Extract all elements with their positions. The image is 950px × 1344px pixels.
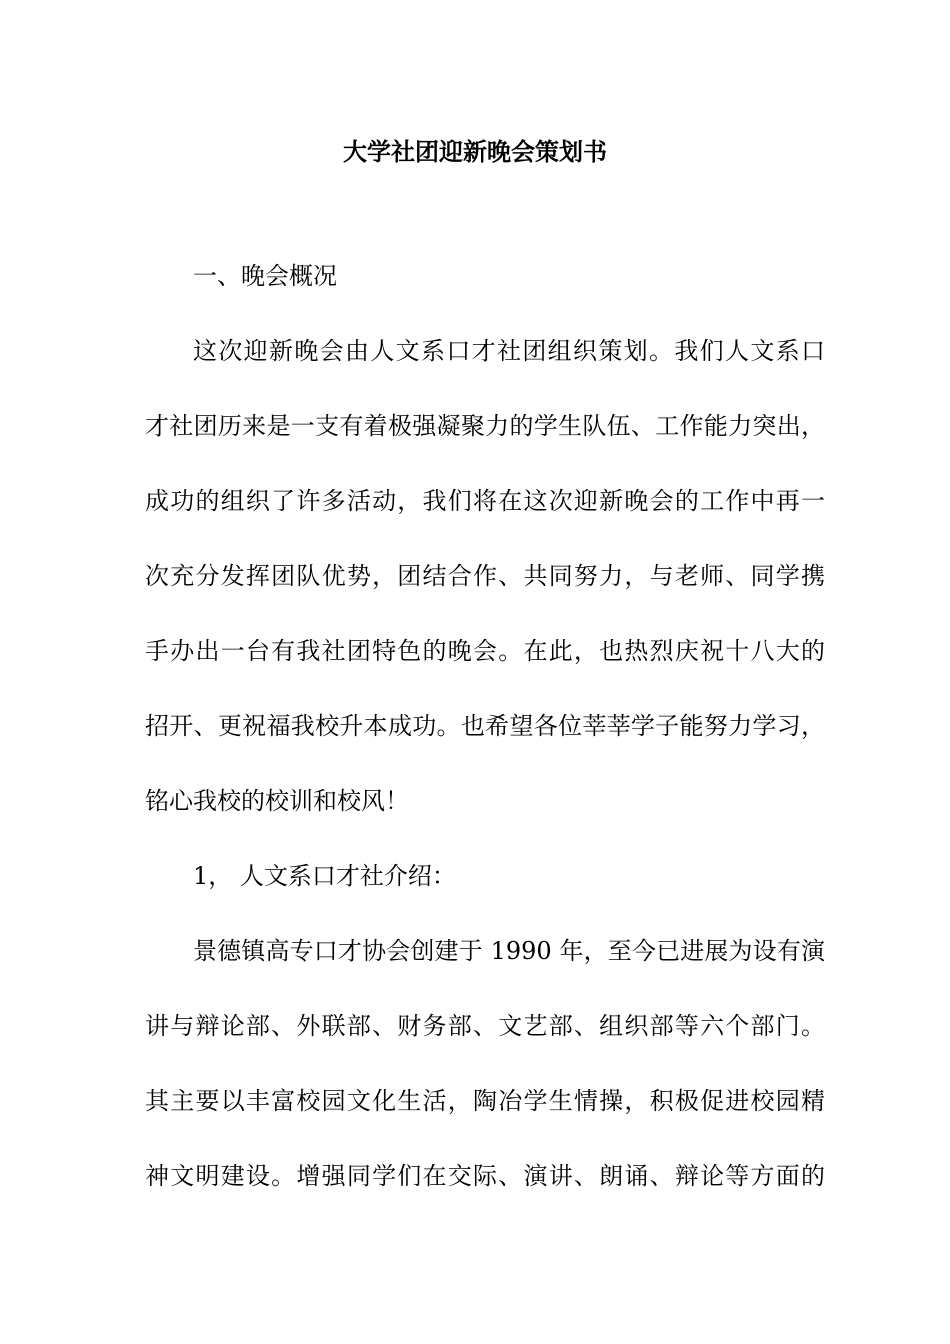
section-heading: 一、晚会概况: [193, 262, 337, 290]
paragraph-line: 铭心我校的校训和校风！: [145, 787, 409, 815]
paragraph-line: 景德镇高专口才协会创建于 1990 年，至今已进展为设有演: [193, 937, 825, 965]
paragraph-line: 这次迎新晚会由人文系口才社团组织策划。我们人文系口: [193, 337, 825, 365]
paragraph-line: 手办出一台有我社团特色的晚会。在此，也热烈庆祝十八大的: [145, 637, 825, 665]
document-title: 大学社团迎新晚会策划书: [343, 137, 607, 166]
paragraph-line: 其主要以丰富校园文化生活，陶冶学生情操，积极促进校园精: [145, 1087, 825, 1115]
paragraph-line: 才社团历来是一支有着极强凝聚力的学生队伍、工作能力突出，: [145, 412, 825, 440]
paragraph-line: 成功的组织了许多活动，我们将在这次迎新晚会的工作中再一: [145, 487, 825, 515]
paragraph-line: 招开、更祝福我校升本成功。也希望各位莘莘学子能努力学习，: [145, 712, 825, 740]
paragraph-line: 神文明建设。增强同学们在交际、演讲、朗诵、辩论等方面的: [145, 1162, 825, 1190]
paragraph-line: 讲与辩论部、外联部、财务部、文艺部、组织部等六个部门。: [145, 1012, 825, 1040]
paragraph-line: 次充分发挥团队优势，团结合作、共同努力，与老师、同学携: [145, 562, 825, 590]
subsection-heading: 1， 人文系口才社介绍：: [193, 862, 456, 890]
